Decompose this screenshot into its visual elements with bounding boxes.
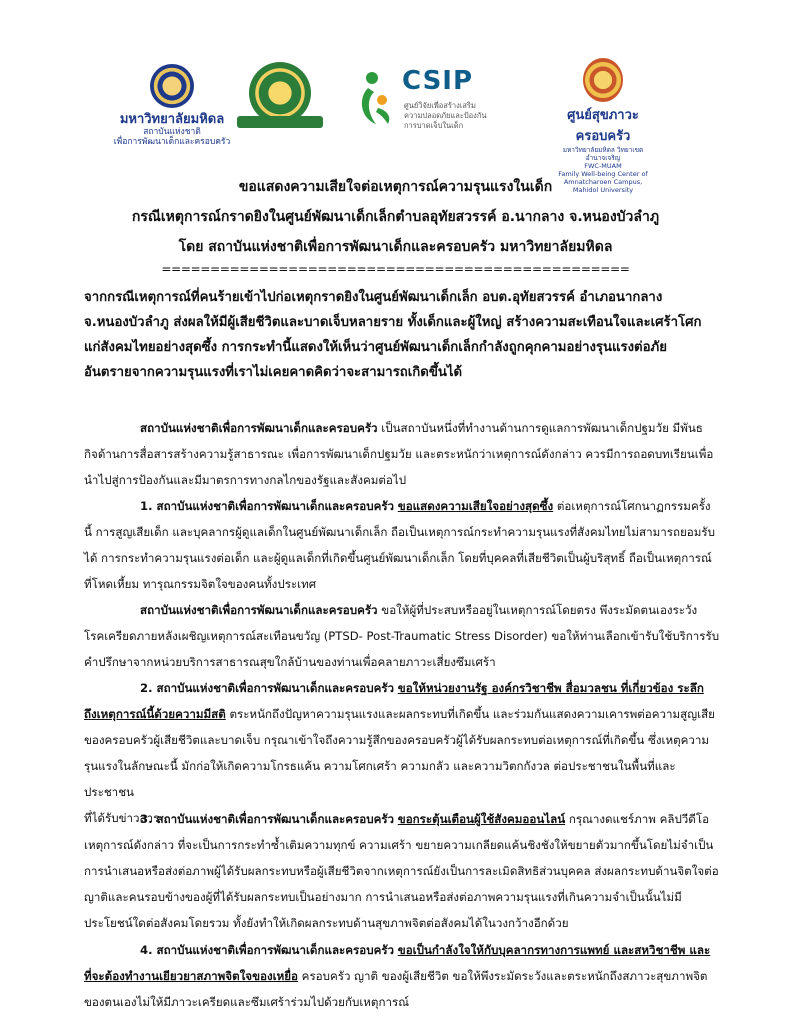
intro-text: นำไปสู่การป้องกันและมีมาตรการทางกลไกของรัฐและสังคมต่อไป bbox=[84, 473, 407, 487]
intro-org: สถาบันแห่งชาติเพื่อการพัฒนาเด็กและครอบครัว bbox=[140, 421, 378, 435]
item-2-text: ที่ได้รับข่าวสาร bbox=[84, 811, 160, 825]
csip-logo bbox=[358, 62, 488, 142]
item-1-highlight: ขอแสดงความเสียใจอย่างสุดซึ้ง bbox=[397, 499, 554, 513]
item-2-text: รุนแรงในลักษณะนี้ มักก่อให้เกิดความโกรธแค้น ความโศกเศร้า ความกลัว และความวิตกกังวล ต่อประชาชนในพื้นที่และประชาชน bbox=[84, 759, 676, 799]
item-4-highlight: ที่จะต้องทำงานเยียวยาสภาพจิตใจของเหยื่อ bbox=[84, 969, 298, 983]
mahidol-logo bbox=[112, 64, 232, 147]
item-4-highlight: ขอเป็นกำลังใจให้กับบุคลากรทางการแพทย์ และสหวิชาชีพ และ bbox=[397, 943, 711, 957]
fwc-name: ศูนย์สุขภาวะครอบครัว bbox=[567, 108, 639, 144]
item-1b-text: โรคเครียดภายหลังเผชิญเหตุการณ์สะเทือนขวัญ (PTSD- Post-Traumatic Stress Disorder) ขอให้ท่านเลือกเข้ารับใช้บริการรับ bbox=[84, 629, 720, 643]
item-2-lead: 2. สถาบันแห่งชาติเพื่อการพัฒนาเด็กและครอบครัว bbox=[140, 681, 395, 695]
item-4-text: ของตนเองไม่ให้มีภาวะเครียดและซึมเศร้าร่วมไปด้วยกับเหตุการณ์ bbox=[84, 995, 409, 1009]
item-1-text: ได้ การกระทำความรุนแรงต่อเด็ก และผู้ดูแลเด็กที่เกิดขึ้นศูนย์พัฒนาเด็กเล็ก โดยที่บุคคลที่เสียชีวิตเป็นผู้บริสุทธิ์ ถือเป็นเหตุการณ์ bbox=[84, 551, 712, 565]
csip-line1: ศูนย์วิจัยเพื่อสร้างเสริม bbox=[404, 101, 476, 110]
item-3-text: ญาติและคนรอบข้างของผู้ที่ได้รับผลกระทบเป็นอย่างมาก การนำเสนอหรือส่งต่อภาพความรุนแรงที่เกินความจำเป็นนั้นไม่มี bbox=[84, 890, 682, 904]
lead-line: อันตรายจากความรุนแรงที่เราไม่เคยคาดคิดว่าจะสามารถเกิดขึ้นได้ bbox=[84, 365, 463, 380]
item-1-lead: 1. สถาบันแห่งชาติเพื่อการพัฒนาเด็กและครอบครัว bbox=[140, 499, 395, 513]
item-1-text: นี้ การสูญเสียเด็ก และบุคลากรผู้ดูแลเด็กในศูนย์พัฒนาเด็กเล็ก ถือเป็นเหตุการณ์กระทำความรุนแรงที่สังคมไทยไม่สามารถยอมรับ bbox=[84, 525, 715, 539]
item-3-text: เหตุการณ์ดังกล่าว ที่จะเป็นการกระทำซ้ำเติมความทุกข์ ความเศร้า ขยายความเกลียดแค้นชิงชังให้ขยายตัวมากขึ้นโดยไม่จำเป็น bbox=[84, 838, 714, 852]
intro-text: เป็นสถาบันหนึ่งที่ทำงานด้านการดูแลการพัฒนาเด็กปฐมวัย มีพันธ bbox=[377, 421, 703, 435]
mahidol-name: มหาวิทยาลัยมหิดล bbox=[119, 112, 225, 127]
fwc-seal-icon bbox=[583, 58, 623, 102]
lead-line: แก่สังคมไทยอย่างสุดซึ้ง การกระทำนี้แสดงให้เห็นว่าศูนย์พัฒนาเด็กเล็กกำลังถูกคุกคามอย่างรุนแรงต่อภัย bbox=[84, 340, 667, 355]
item-1b-text: คำปรึกษาจากหน่วยบริการสาธารณสุขใกล้บ้านของท่านเพื่อคลายภาวะเสี่ยงซึมเศร้า bbox=[84, 655, 496, 669]
nicfd-line2: เพื่อการพัฒนาเด็กและครอบครัว bbox=[113, 137, 231, 147]
fwc-line4: Mahidol University bbox=[572, 186, 634, 194]
item-1-text: ที่โหดเหี้ยม ทารุณกรรมจิตใจของคนทั้งประเทศ bbox=[84, 577, 317, 591]
fwc-line1: มหาวิทยาลัยมหิดล วิทยาเขตอำนาจเจริญ bbox=[562, 146, 644, 162]
item-3-text: กรุณางดแชร์ภาพ คลิปวีดีโอ bbox=[565, 812, 710, 826]
csip-line2: ความปลอดภัยและป้องกัน bbox=[404, 111, 487, 120]
mahidol-seal-icon bbox=[150, 64, 194, 108]
intro-paragraph bbox=[84, 415, 724, 493]
green-seal-logo bbox=[236, 62, 324, 136]
item-2-text: ของครอบครัวผู้เสียชีวิตและบาดเจ็บ กรุณาเข้าใจถึงความรู้สึกของครอบครัวผู้ได้รับผลกระทบต่อเหตุการณ์ที่เกิดขึ้น ซึ่งเหตุความ bbox=[84, 733, 710, 747]
item-3-text: การนำเสนอหรือส่งต่อภาพผู้ได้รับผลกระทบหรือผู้เสียชีวิตจากเหตุการณ์ยังเป็นการละเมิดสิทธิส่วนบุคคล ส่งผลกระทบด้านจิตใจต่อ bbox=[84, 864, 719, 878]
item-2-highlight: ขอให้หน่วยงานรัฐ องค์กรวิชาชีพ สื่อมวลชน ที่เกี่ยวข้อง ระลึก bbox=[397, 681, 704, 695]
mother-child-icon bbox=[358, 70, 396, 126]
green-seal-icon bbox=[249, 62, 311, 124]
lead-paragraph bbox=[84, 285, 724, 385]
item-1b-text: ขอให้ผู้ที่ประสบหรืออยู่ในเหตุการณ์โดยตรง พึงระมัดตนเองระวัง bbox=[377, 603, 698, 617]
item-3-highlight: ขอกระตุ้นเตือนผู้ใช้สังคมออนไลน์ bbox=[397, 812, 566, 826]
item-4 bbox=[84, 937, 724, 1015]
item-3-text: ประโยชน์ใดต่อสังคมโดยรวม ทั้งยังทำให้เกิดผลกระทบด้านสุขภาพจิตต่อสังคมได้ในวงกว้างอีกด้วย bbox=[84, 916, 569, 930]
lead-line: จากกรณีเหตุการณ์ที่คนร้ายเข้าไปก่อเหตุกราดยิงในศูนย์พัฒนาเด็กเล็ก อบต.อุทัยสวรรค์ อำเภอนากลาง bbox=[84, 290, 663, 305]
item-2-text: ตระหนักถึงปัญหาความรุนแรงและผลกระทบที่เกิดขึ้น และร่วมกันแสดงความเคารพต่อความสูญเสีย bbox=[225, 707, 715, 721]
item-2-highlight: ถึงเหตุการณ์นี้ด้วยความมีสติ bbox=[84, 707, 226, 721]
heading-line3: โดย สถาบันแห่งชาติเพื่อการพัฒนาเด็กและครอบครัว มหาวิทยาลัยมหิดล bbox=[178, 239, 613, 255]
lead-line: จ.หนองบัวลำภู ส่งผลให้มีผู้เสียชีวิตและบาดเจ็บหลายราย ทั้งเด็กและผู้ใหญ่ สร้างความสะเทือนใจและเศร้าโศก bbox=[84, 315, 702, 330]
seal-ribbon bbox=[237, 116, 323, 128]
fwc-logo bbox=[548, 58, 658, 194]
item-1 bbox=[84, 493, 724, 597]
item-4-text: ครอบครัว ญาติ ของผู้เสียชีวิต ขอให้พึงระมัดระวังและตระหนักถึงสภาวะสุขภาพจิต bbox=[298, 969, 708, 983]
item-3 bbox=[84, 806, 724, 936]
separator: ================================================ bbox=[161, 262, 630, 276]
item-1b bbox=[84, 597, 724, 675]
fwc-line2: FWC-MUAM bbox=[584, 162, 622, 170]
heading-line1: ขอแสดงความเสียใจต่อเหตุการณ์ความรุนแรงในเด็ก bbox=[238, 179, 553, 195]
item-4-lead: 4. สถาบันแห่งชาติเพื่อการพัฒนาเด็กและครอบครัว bbox=[140, 943, 395, 957]
heading-line2: กรณีเหตุการณ์กราดยิงในศูนย์พัฒนาเด็กเล็กตำบลอุทัยสวรรค์ อ.นากลาง จ.หนองบัวลำภู bbox=[131, 209, 660, 225]
item-1b-lead: สถาบันแห่งชาติเพื่อการพัฒนาเด็กและครอบครัว bbox=[140, 603, 378, 617]
item-3-lead: 3. สถาบันแห่งชาติเพื่อการพัฒนาเด็กและครอบครัว bbox=[140, 812, 395, 826]
intro-text: กิจด้านการสื่อสารสร้างความรู้สาธารณะ เพื่อการพัฒนาเด็กปฐมวัย และตระหนักว่าเหตุการณ์ดังกล่าว ควรมีการถอดบทเรียนเพื่อ bbox=[84, 447, 714, 461]
fwc-line3: Family Well-being Center of Amnatcharoen Campus, bbox=[558, 170, 648, 186]
csip-line3: การบาดเจ็บในเด็ก bbox=[404, 121, 464, 130]
nicfd-line1: สถาบันแห่งชาติ bbox=[143, 127, 201, 137]
item-1-text: ต่อเหตุการณ์โศกนาฏกรรมครั้ง bbox=[553, 499, 711, 513]
csip-title: CSIP bbox=[402, 66, 474, 96]
